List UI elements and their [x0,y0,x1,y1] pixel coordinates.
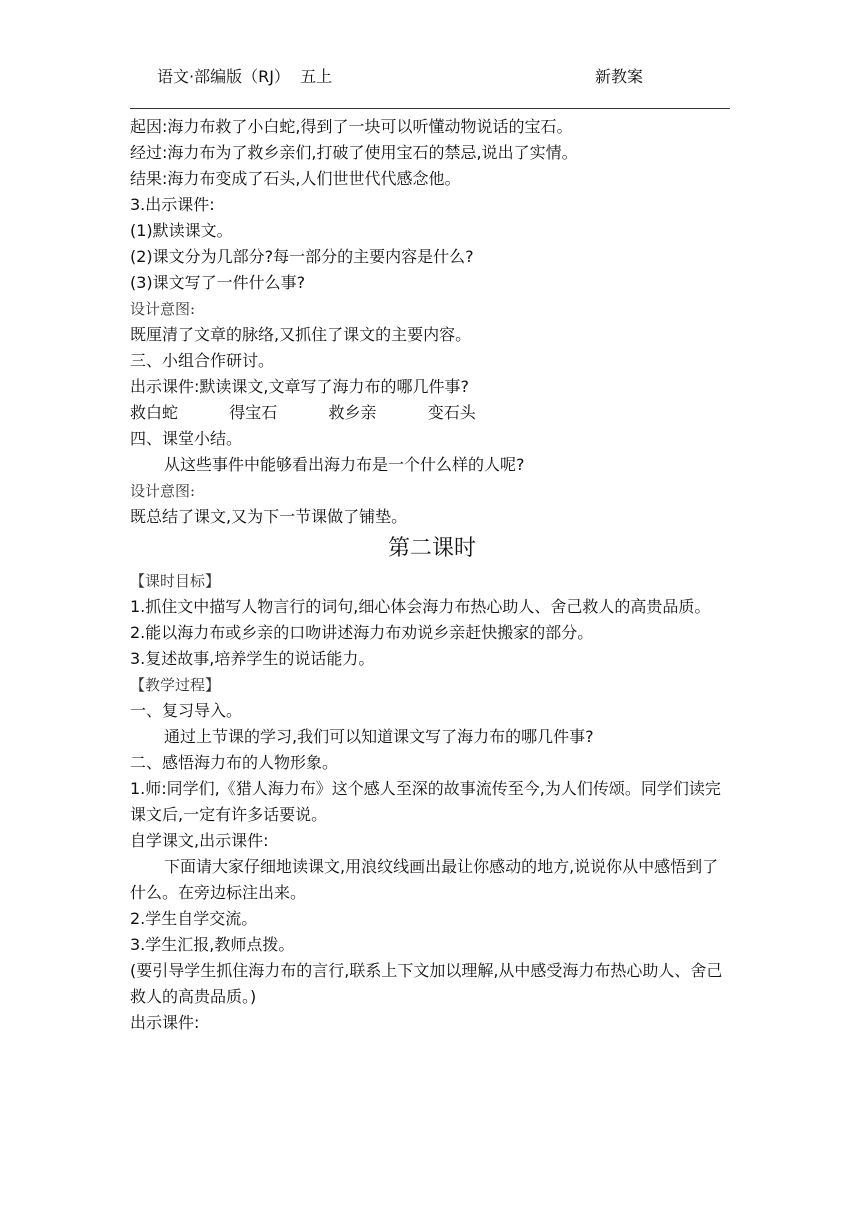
process-heading: 【教学过程】 [130,676,221,694]
section-heading: 四、课堂小结。 [130,429,243,448]
list-item: (3)课文写了一件什么事? [130,273,306,292]
objectives-heading: 【课时目标】 [130,572,221,590]
paragraph-process: 经过:海力布为了救乡亲们,打破了使用宝石的禁忌,说出了实情。 [130,143,578,162]
paragraph-result: 结果:海力布变成了石头,人们世世代代感念他。 [130,169,461,188]
document-body [130,114,734,1036]
objective-item: 2.能以海力布或乡亲的口吻讲述海力布劝说乡亲赶快搬家的部分。 [130,623,594,642]
paragraph-note: (要引导学生抓住海力布的言行,联系上下文加以理解,从中感受海力布热心助人、舍己救人的高贵品质。) [130,961,723,1006]
paragraph: 下面请大家仔细地读课文,用浪纹线画出最让你感动的地方,说说你从中感悟到了什么。在旁边标注出来。 [130,857,719,902]
objective-item: 1.抓住文中描写人物言行的词句,细心体会海力布热心助人、舍己救人的高贵品质。 [130,597,711,616]
page-header [130,64,730,94]
paragraph: 自学课文,出示课件: [130,831,269,850]
paragraph: 出示课件: [130,1013,200,1032]
objective-item: 3.复述故事,培养学生的说话能力。 [130,649,375,668]
lesson-title: 第二课时 [387,536,476,561]
paragraph: 既厘清了文章的脉络,又抓住了课文的主要内容。 [130,325,472,344]
paragraph: 既总结了课文,又为下一节课做了铺垫。 [130,507,408,526]
step-item: 2.学生自学交流。 [130,909,258,928]
header-subject: 语文·部编版（RJ） 五上 [157,67,333,86]
paragraph: 出示课件:默读课文,文章写了海力布的哪几件事? [130,377,469,396]
header-doc-type: 新教案 [595,67,644,86]
paragraph: 从这些事件中能够看出海力布是一个什么样的人呢? [164,455,525,474]
paragraph-cause: 起因:海力布救了小白蛇,得到了一块可以听懂动物说话的宝石。 [130,117,573,136]
step-item: 3.学生汇报,教师点拨。 [130,935,295,954]
event-list: 救白蛇 得宝石 救乡亲 变石头 [130,403,476,422]
step-heading: 3.出示课件: [130,195,215,214]
header-divider [130,108,730,109]
paragraph: 通过上节课的学习,我们可以知道课文写了海力布的哪几件事? [164,727,594,746]
section-heading: 二、感悟海力布的人物形象。 [130,753,339,772]
section-heading: 一、复习导入。 [130,701,243,720]
paragraph: 1.师:同学们,《猎人海力布》这个感人至深的故事流传至今,为人们传颂。同学们读完课文后,一定有许多话要说。 [130,779,721,824]
design-intent-label: 设计意图: [130,482,196,500]
list-item: (1)默读课文。 [130,221,233,240]
section-heading: 三、小组合作研讨。 [130,351,275,370]
list-item: (2)课文分为几部分?每一部分的主要内容是什么? [130,247,474,266]
design-intent-label: 设计意图: [130,300,196,318]
